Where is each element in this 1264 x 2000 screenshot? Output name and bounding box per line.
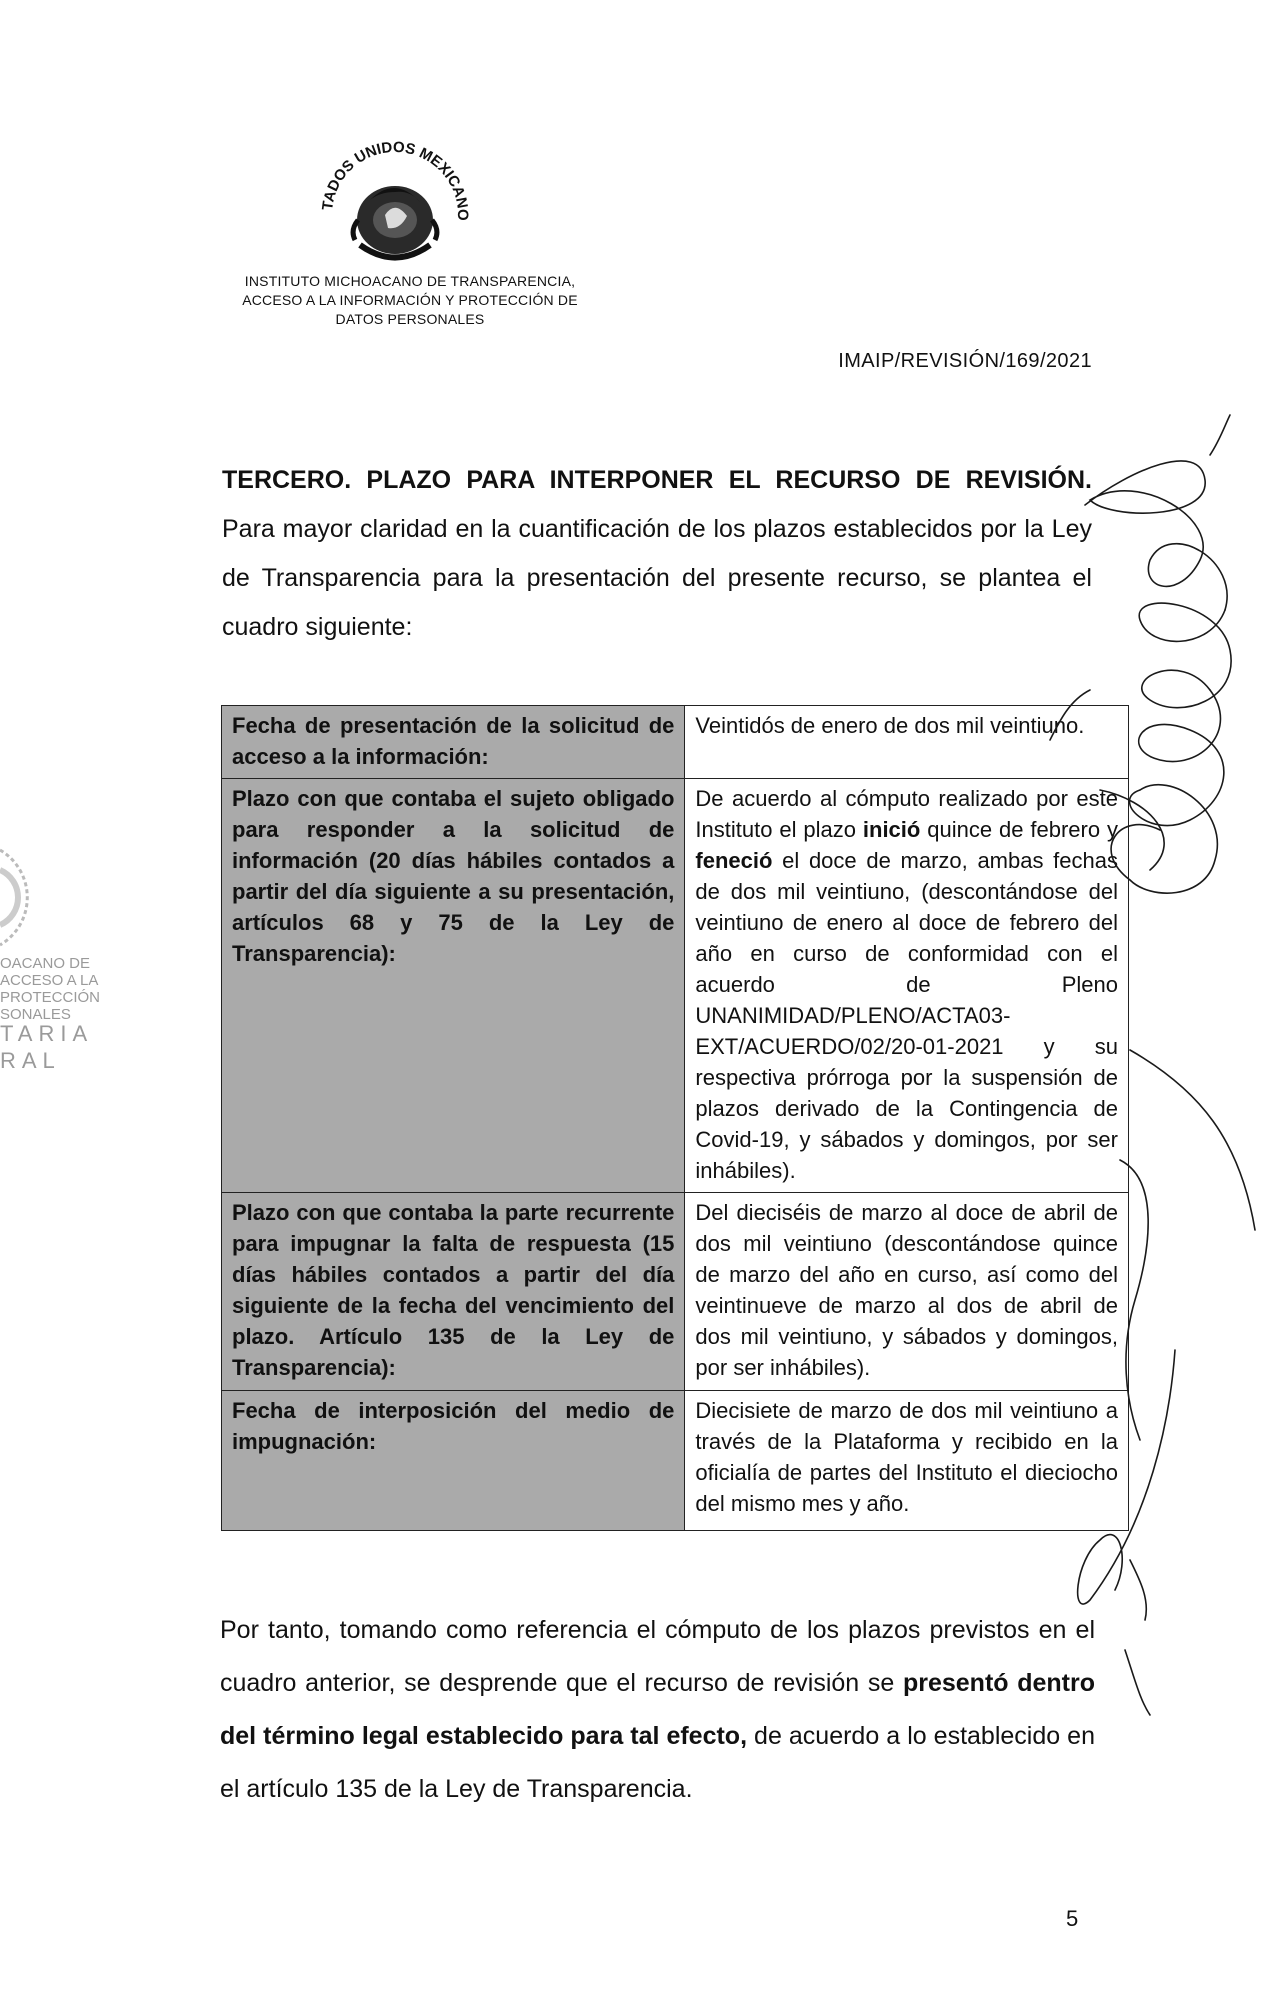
row-value: Diecisiete de marzo de dos mil veintiuno a través de la Plataforma y recibido en la oficialía de partes del Instituto el dieciocho del mismo mes y año.: [685, 1391, 1129, 1531]
row-value: Del dieciséis de marzo al doce de abril de dos mil veintiuno (descontándose quince de marzo del año en curso, así como del veintinueve de marzo al dos de abril de dos mil veintiuno, y sábados y domingos, por ser inhábiles).: [685, 1193, 1129, 1391]
conclusion-paragraph: [220, 1604, 1095, 1816]
seal-text: TADOS UNIDOS MEXICANO: [319, 138, 472, 221]
institution-line: INSTITUTO MICHOACANO DE TRANSPARENCIA,: [244, 273, 576, 289]
value-bold-start: inició: [862, 817, 921, 842]
value-text: el doce de marzo, ambas fechas de dos mil veintiuno, (descontándose del veintiuno de enero al doce de febrero del año en curso de conformidad con el acuerdo de Pleno UNANIMIDAD/PLENO/ACTA03-EXT/ACUERDO/02/20-01-2021 y su respectiva prórroga por la suspensión de plazos derivado de la Contingencia de Covid-19, y sábados y domingos, por ser inhábiles).: [695, 848, 1118, 1183]
page-number: 5: [1066, 1906, 1079, 1931]
stamp-line: PROTECCIÓN: [0, 989, 101, 1006]
row-value: [685, 779, 1129, 1193]
section-heading: TERCERO. PLAZO PARA INTERPONER EL RECURSO DE REVISIÓN.: [222, 466, 1092, 494]
deadlines-table: [221, 705, 1129, 1531]
row-value: Veintidós de enero de dos mil veintiuno.: [685, 706, 1129, 779]
table-row: [222, 1193, 1129, 1391]
institution-line: DATOS PERSONALES: [335, 311, 485, 327]
stamp-seal-icon: [0, 840, 60, 950]
stamp-line: ACCESO A LA: [0, 972, 99, 989]
conclusion-text: Por tanto, tomando como referencia el cómputo de los plazos previstos en el cuadro anterior, se desprende que el recurso de revisión se: [220, 1616, 1095, 1697]
document-reference: IMAIP/REVISIÓN/169/2021: [838, 350, 1092, 372]
stamp-line: OACANO DE: [0, 955, 91, 972]
table-row: [222, 779, 1129, 1193]
stamp-line: TARIA: [0, 1021, 94, 1046]
conclusion-text: de acuerdo a lo establecido en el artículo 135 de la Ley de Transparencia.: [220, 1722, 1095, 1803]
section-paragraph: [222, 456, 1092, 652]
row-label: Plazo con que contaba el sujeto obligado para responder a la solicitud de información (20 días hábiles contados a partir del día siguiente a su presentación, artículos 68 y 75 de la Ley de Transparencia):: [222, 779, 685, 1193]
row-label: Plazo con que contaba la parte recurrente para impugnar la falta de respuesta (15 días hábiles contados a partir del día siguiente de la fecha del vencimiento del plazo. Artículo 135 de la Ley de Transparencia):: [222, 1193, 685, 1391]
institution-name: [200, 272, 620, 329]
side-stamp: [0, 820, 110, 1080]
national-seal-icon: [310, 120, 480, 290]
value-text: quince de febrero y: [920, 817, 1118, 842]
table-row: [222, 706, 1129, 779]
stamp-line: SONALES: [0, 1006, 71, 1023]
value-bold-end: feneció: [695, 848, 773, 873]
section-intro: Para mayor claridad en la cuantificación de los plazos establecidos por la Ley de Transparencia para la presentación del presente recurso, se plantea el cuadro siguiente:: [222, 515, 1092, 641]
stamp-line: RAL: [0, 1048, 61, 1073]
conclusion-bold: presentó dentro del término legal establecido para tal efecto,: [220, 1669, 1095, 1750]
table-row: [222, 1391, 1129, 1531]
institution-line: ACCESO A LA INFORMACIÓN Y PROTECCIÓN DE: [242, 292, 578, 308]
row-label: Fecha de interposición del medio de impugnación:: [222, 1391, 685, 1531]
value-text: De acuerdo al cómputo realizado por este Instituto el plazo: [695, 786, 1118, 842]
row-label: Fecha de presentación de la solicitud de acceso a la información:: [222, 706, 685, 779]
